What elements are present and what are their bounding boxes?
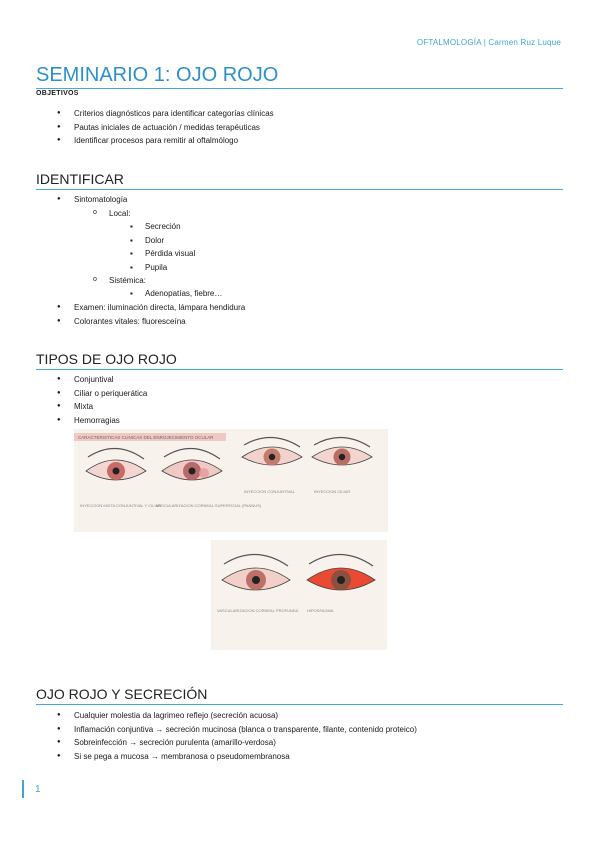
figure-label: VASCULARIZACION CORNEAL SUPERFICIAL (PANNUS) [156,503,262,508]
list-item: o Local: [109,207,130,221]
sistemica-items-list [145,287,222,301]
list-item: ▪ Pupila [145,261,195,275]
list-item: ▪ Pérdida visual [145,247,195,261]
figure-caption-title: CARACTERISTICAS CLINICAS DEL ENROJECIMIENTO OCULAR [78,435,214,440]
eye-illustration-row [74,429,388,532]
objectives-list [74,107,274,148]
list-item: ● Inflamación conjuntiva → secreción mucinosa (blanca o transparente, filante, contenido proteico) [74,723,417,737]
list-item: ● Cualquier molestia da lagrimeo reflejo (secreción acuosa) [74,709,417,723]
tipos-list [74,373,147,427]
list-item: ● Ciliar o periquerática [74,387,147,401]
list-item: o Sistémica: [109,274,146,288]
section-rule [36,704,563,705]
list-item: ● Criterios diagnósticos para identificar categorías clínicas [74,107,274,121]
local-list [109,207,130,221]
list-item: ● Hemorragias [74,414,147,428]
list-item: ● Examen: iluminación directa, lámpara hendidura [74,301,245,315]
list-item: ● Sobreinfección → secreción purulenta (amarillo-verdosa) [74,736,417,750]
section-heading-secrecion: OJO ROJO Y SECRECIÓN [36,686,208,702]
footer-bar [22,780,24,798]
list-item: ● Si se pega a mucosa → membranosa o pseudomembranosa [74,750,417,764]
list-item: ● Conjuntival [74,373,147,387]
figure-label: VASCULARIZACION CORNEAL PROFUNDA [217,608,299,613]
list-item: ● Mixta [74,400,147,414]
eye-figure-top [74,429,388,532]
secrecion-list [74,709,417,763]
section-rule [36,189,563,190]
list-item: ▪ Dolor [145,234,195,248]
list-item: ▪ Adenopatías, fiebre… [145,287,222,301]
figure-label: HIPOSFAGMA [307,608,334,613]
running-header: OFTALMOLOGÍA | Carmen Ruz Luque [416,38,561,47]
page-title: SEMINARIO 1: OJO ROJO [36,64,279,86]
title-rule [36,88,563,89]
eye-illustration-row [211,540,387,650]
list-item: ● Colorantes vitales: fluoresceína [74,315,245,329]
section-heading-identificar: IDENTIFICAR [36,171,124,187]
page-number: 1 [35,784,41,795]
list-item: ● Sintomatología [74,193,127,207]
list-item: ● Pautas iniciales de actuación / medidas terapéuticas [74,121,274,135]
objectives-label: OBJETIVOS [36,90,79,97]
list-item: ▪ Secreción [145,220,195,234]
figure-label: INYECCION CILIAR [314,489,351,494]
identificar-list [74,193,127,207]
section-heading-tipos: TIPOS DE OJO ROJO [36,351,177,367]
sistemica-list [109,274,146,288]
eye-figure-bottom [211,540,387,650]
exam-list [74,301,245,328]
figure-label: INYECCION MIXTA CONJUNTIVAL Y CILIAR [80,503,162,508]
local-items-list [145,220,195,274]
figure-label: INYECCION CONJUNTIVAL [244,489,295,494]
section-rule [36,369,563,370]
list-item: ● Identificar procesos para remitir al oftalmólogo [74,134,274,148]
